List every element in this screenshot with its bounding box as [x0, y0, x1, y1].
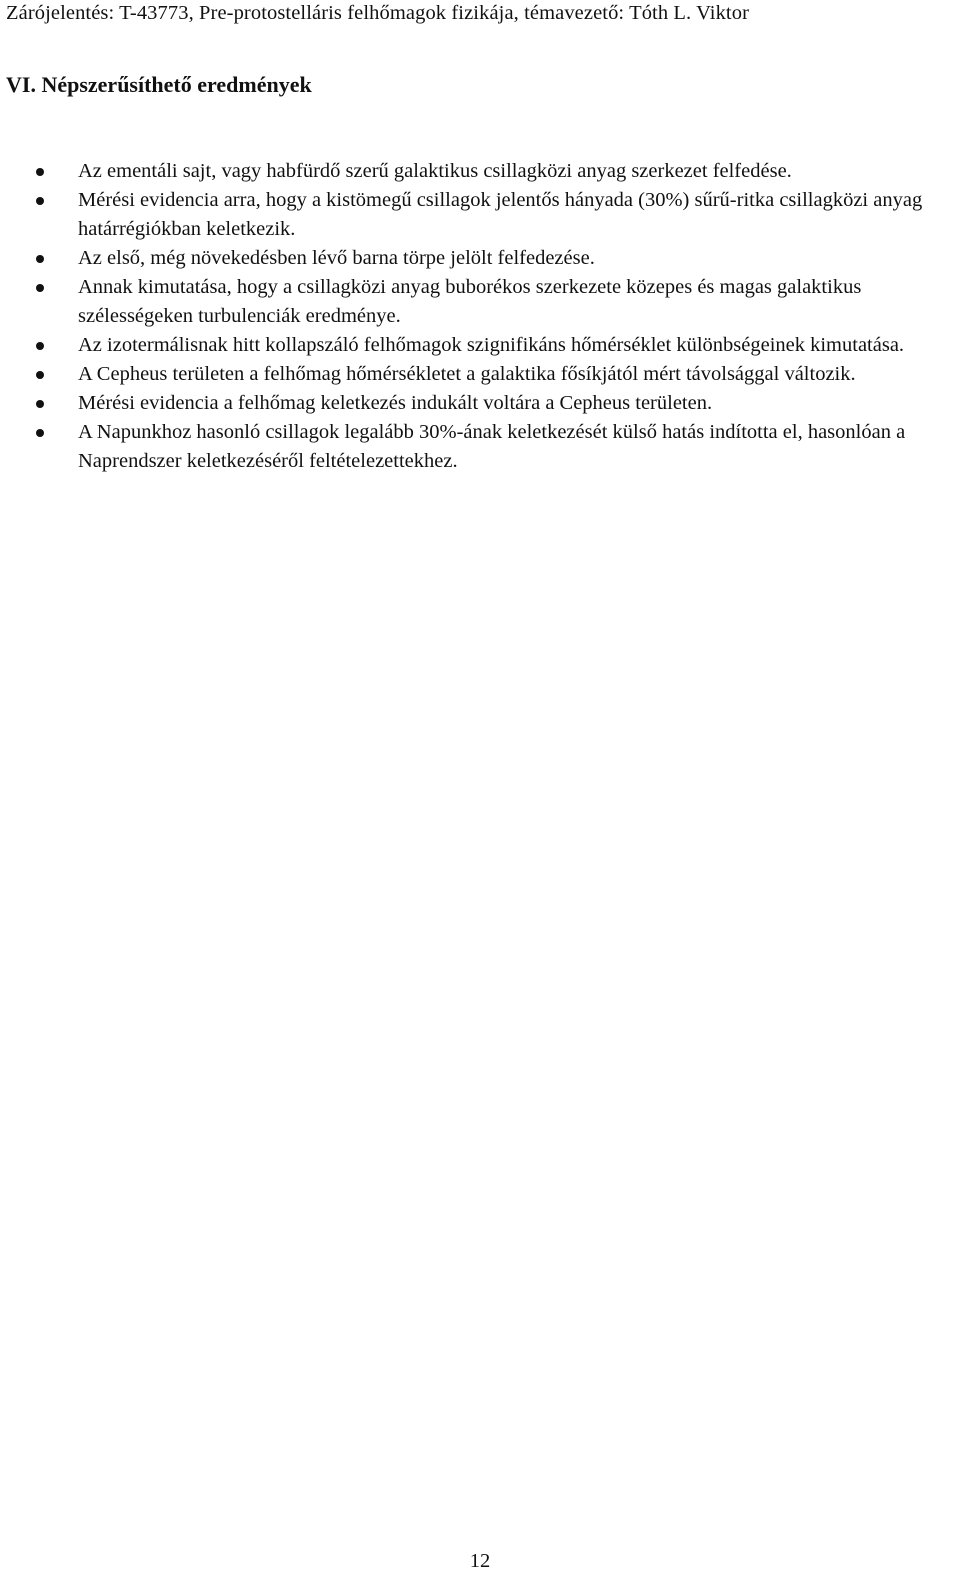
list-item [36, 418, 956, 476]
bullet-icon [36, 197, 44, 205]
list-item-text: Az első, még növekedésben lévő barna törpe jelölt felfedezése. [78, 247, 595, 269]
bullet-icon [36, 429, 44, 437]
list-item-text: A Napunkhoz hasonló csillagok legalább 30%-ának keletkezését külső hatás indította el, hasonlóan a Naprendszer keletkezéséről feltételezettekhez. [78, 421, 906, 472]
list-item-text: Annak kimutatása, hogy a csillagközi anyag buborékos szerkezete közepes és magas galaktikus szélességeken turbulenciák eredménye. [78, 276, 862, 327]
list-item [36, 157, 956, 186]
bullet-icon [36, 371, 44, 379]
bullet-icon [36, 284, 44, 292]
bullet-icon [36, 400, 44, 408]
list-item [36, 389, 956, 418]
list-item-text: Mérési evidencia arra, hogy a kistömegű csillagok jelentős hányada (30%) sűrű-ritka csillagközi anyag határrégiókban keletkezik. [78, 189, 923, 240]
bullet-icon [36, 168, 44, 176]
list-item [36, 360, 956, 389]
list-item-text: Az izotermálisnak hitt kollapszáló felhőmagok szignifikáns hőmérséklet különbségeinek kimutatása. [78, 334, 905, 356]
list-item [36, 244, 956, 273]
section-title: VI. Népszerűsíthető eredmények [6, 72, 312, 97]
results-list [36, 157, 956, 476]
list-item-text: A Cepheus területen a felhőmag hőmérsékletet a galaktika fősíkjától mért távolsággal változik. [78, 363, 856, 385]
page-number: 12 [469, 1550, 491, 1572]
list-item [36, 186, 956, 244]
list-item-text: Az ementáli sajt, vagy habfürdő szerű galaktikus csillagközi anyag szerkezet felfedése. [78, 160, 792, 182]
list-item-text: Mérési evidencia a felhőmag keletkezés indukált voltára a Cepheus területen. [78, 392, 713, 414]
list-item [36, 331, 956, 360]
list-item [36, 273, 956, 331]
bullet-icon [36, 255, 44, 263]
bullet-icon [36, 342, 44, 350]
running-header: Zárójelentés: T-43773, Pre-protostelláris felhőmagok fizikája, témavezető: Tóth L. Viktor [6, 2, 750, 24]
